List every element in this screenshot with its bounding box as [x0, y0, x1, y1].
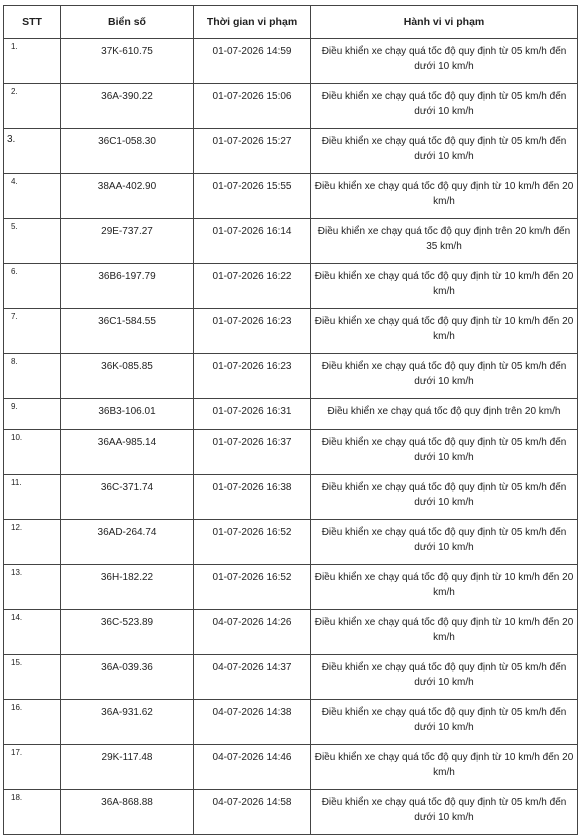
cell-time [194, 309, 311, 354]
header-violation: Hành vi vi phạm [311, 6, 578, 39]
header-stt: STT [4, 6, 61, 39]
cell-stt-text: 11. [11, 478, 22, 487]
table-row [4, 399, 578, 430]
cell-stt [4, 565, 61, 610]
cell-time-text: 01-07-2026 16:52 [212, 527, 292, 538]
header-time: Thời gian vi phạm [194, 6, 311, 39]
cell-time-text: 01-07-2026 16:31 [212, 406, 292, 417]
cell-stt [4, 84, 61, 129]
table-row [4, 354, 578, 399]
cell-plate-text: 36B3-106.01 [98, 406, 156, 417]
cell-plate [61, 174, 194, 219]
cell-stt-text: 7. [11, 312, 18, 321]
cell-time-text: 01-07-2026 16:14 [212, 226, 292, 237]
table-row [4, 700, 578, 745]
cell-stt-text: 15. [11, 658, 23, 667]
cell-time-text: 01-07-2026 16:22 [212, 271, 292, 282]
table-row [4, 745, 578, 790]
cell-plate [61, 84, 194, 129]
table-row [4, 174, 578, 219]
cell-time-text: 01-07-2026 15:55 [212, 181, 292, 192]
cell-plate [61, 655, 194, 700]
table-row [4, 39, 578, 84]
cell-time [194, 655, 311, 700]
cell-plate-text: 36A-390.22 [101, 91, 153, 102]
cell-time-text: 01-07-2026 16:37 [212, 437, 292, 448]
cell-plate [61, 399, 194, 430]
cell-plate-text: 36C1-584.55 [98, 316, 156, 327]
cell-time-text: 04-07-2026 14:58 [212, 797, 292, 808]
cell-stt-text: 4. [11, 177, 18, 186]
cell-plate-text: 29K-117.48 [101, 752, 153, 763]
table-row [4, 219, 578, 264]
cell-time [194, 610, 311, 655]
cell-time [194, 264, 311, 309]
cell-time [194, 475, 311, 520]
cell-plate [61, 790, 194, 835]
cell-stt [4, 399, 61, 430]
table-row [4, 655, 578, 700]
cell-violation [311, 399, 578, 430]
cell-plate [61, 39, 194, 84]
cell-plate [61, 610, 194, 655]
violations-table [3, 5, 578, 835]
cell-violation-text: Điều khiển xe chạy quá tốc độ quy định trên 20 km/h đến 35 km/h [317, 226, 571, 252]
cell-violation-text: Điều khiển xe chạy quá tốc độ quy định từ 10 km/h đến 20 km/h [314, 572, 574, 598]
cell-stt [4, 219, 61, 264]
cell-violation [311, 700, 578, 745]
cell-time-text: 01-07-2026 16:23 [212, 361, 292, 372]
cell-stt-text: 18. [11, 793, 23, 802]
table-row [4, 309, 578, 354]
cell-violation [311, 745, 578, 790]
cell-violation [311, 430, 578, 475]
cell-stt [4, 745, 61, 790]
cell-plate-text: 36C-523.89 [100, 617, 154, 628]
cell-violation [311, 174, 578, 219]
cell-stt-text: 16. [11, 703, 23, 712]
cell-plate-text: 37K-610.75 [101, 46, 153, 57]
cell-violation-text: Điều khiển xe chạy quá tốc độ quy định từ 10 km/h đến 20 km/h [314, 752, 574, 778]
cell-violation [311, 219, 578, 264]
cell-plate [61, 745, 194, 790]
cell-time-text: 01-07-2026 16:52 [212, 572, 292, 583]
cell-time [194, 430, 311, 475]
cell-time [194, 700, 311, 745]
table-row [4, 520, 578, 565]
cell-violation-text: Điều khiển xe chạy quá tốc độ quy định từ 05 km/h đến dưới 10 km/h [321, 136, 567, 162]
cell-stt [4, 264, 61, 309]
cell-plate-text: 36K-085.85 [101, 361, 153, 372]
cell-plate [61, 565, 194, 610]
cell-violation-text: Điều khiển xe chạy quá tốc độ quy định từ 05 km/h đến dưới 10 km/h [321, 707, 567, 733]
cell-plate-text: 36AD-264.74 [97, 527, 157, 538]
cell-time [194, 219, 311, 264]
table-row [4, 475, 578, 520]
cell-stt-text: 9. [11, 402, 18, 411]
cell-time-text: 01-07-2026 14:59 [212, 46, 292, 57]
cell-stt [4, 430, 61, 475]
cell-violation-text: Điều khiển xe chạy quá tốc độ quy định từ 10 km/h đến 20 km/h [314, 271, 574, 297]
cell-stt [4, 700, 61, 745]
cell-plate [61, 475, 194, 520]
cell-time [194, 520, 311, 565]
table-row [4, 610, 578, 655]
cell-violation-text: Điều khiển xe chạy quá tốc độ quy định từ 05 km/h đến dưới 10 km/h [321, 482, 567, 508]
cell-time [194, 354, 311, 399]
cell-violation [311, 309, 578, 354]
cell-plate [61, 430, 194, 475]
cell-time-text: 04-07-2026 14:46 [212, 752, 292, 763]
cell-plate-text: 36A-931.62 [101, 707, 153, 718]
cell-violation [311, 354, 578, 399]
table-header-row [4, 6, 578, 39]
cell-plate-text: 29E-737.27 [101, 226, 153, 237]
cell-stt [4, 309, 61, 354]
cell-stt [4, 790, 61, 835]
cell-plate-text: 36C-371.74 [100, 482, 154, 493]
cell-plate [61, 700, 194, 745]
table-row [4, 84, 578, 129]
cell-violation [311, 264, 578, 309]
cell-time-text: 01-07-2026 15:27 [212, 136, 292, 147]
cell-plate-text: 36A-039.36 [101, 662, 153, 673]
cell-stt-text: 14. [11, 613, 23, 622]
cell-violation [311, 84, 578, 129]
cell-time [194, 174, 311, 219]
cell-plate [61, 129, 194, 174]
cell-violation-text: Điều khiển xe chạy quá tốc độ quy định từ 10 km/h đến 20 km/h [314, 617, 574, 643]
cell-plate-text: 36AA-985.14 [97, 437, 157, 448]
cell-stt [4, 129, 61, 174]
cell-plate-text: 36A-868.88 [101, 797, 153, 808]
cell-violation [311, 39, 578, 84]
cell-stt [4, 475, 61, 520]
table-row [4, 790, 578, 835]
cell-violation [311, 655, 578, 700]
table-row [4, 129, 578, 174]
cell-violation-text: Điều khiển xe chạy quá tốc độ quy định từ 05 km/h đến dưới 10 km/h [321, 46, 567, 72]
cell-violation [311, 129, 578, 174]
cell-violation [311, 790, 578, 835]
cell-violation-text: Điều khiển xe chạy quá tốc độ quy định từ 05 km/h đến dưới 10 km/h [321, 662, 567, 688]
cell-stt [4, 39, 61, 84]
cell-time-text: 01-07-2026 15:06 [212, 91, 292, 102]
cell-violation-text: Điều khiển xe chạy quá tốc độ quy định từ 05 km/h đến dưới 10 km/h [321, 527, 567, 553]
cell-plate-text: 38AA-402.90 [97, 181, 157, 192]
cell-plate-text: 36C1-058.30 [98, 136, 156, 147]
cell-violation-text: Điều khiển xe chạy quá tốc độ quy định từ 10 km/h đến 20 km/h [314, 316, 574, 342]
cell-plate [61, 264, 194, 309]
cell-violation [311, 610, 578, 655]
cell-plate [61, 520, 194, 565]
cell-time-text: 01-07-2026 16:23 [212, 316, 292, 327]
cell-stt-text: 3. [7, 134, 16, 145]
cell-time [194, 84, 311, 129]
cell-violation [311, 520, 578, 565]
cell-time-text: 04-07-2026 14:26 [212, 617, 292, 628]
cell-stt-text: 6. [11, 267, 18, 276]
cell-stt-text: 1. [11, 42, 18, 51]
cell-plate [61, 219, 194, 264]
cell-stt-text: 13. [11, 568, 23, 577]
cell-violation [311, 475, 578, 520]
table-row [4, 565, 578, 610]
cell-time-text: 04-07-2026 14:37 [212, 662, 292, 673]
cell-stt-text: 2. [11, 87, 18, 96]
cell-stt-text: 8. [11, 357, 18, 366]
cell-violation-text: Điều khiển xe chạy quá tốc độ quy định từ 05 km/h đến dưới 10 km/h [321, 91, 567, 117]
cell-time [194, 745, 311, 790]
cell-stt-text: 5. [11, 222, 18, 231]
cell-stt-text: 12. [11, 523, 23, 532]
cell-stt [4, 610, 61, 655]
cell-time [194, 129, 311, 174]
cell-violation-text: Điều khiển xe chạy quá tốc độ quy định từ 05 km/h đến dưới 10 km/h [321, 361, 567, 387]
cell-time [194, 399, 311, 430]
cell-violation-text: Điều khiển xe chạy quá tốc độ quy định từ 05 km/h đến dưới 10 km/h [321, 437, 567, 463]
cell-time-text: 04-07-2026 14:38 [212, 707, 292, 718]
cell-violation-text: Điều khiển xe chạy quá tốc độ quy định từ 05 km/h đến dưới 10 km/h [321, 797, 567, 823]
cell-stt [4, 174, 61, 219]
table-row [4, 430, 578, 475]
cell-stt [4, 520, 61, 565]
cell-violation-text: Điều khiển xe chạy quá tốc độ quy định từ 10 km/h đến 20 km/h [314, 181, 574, 207]
cell-time [194, 565, 311, 610]
cell-violation-text: Điều khiển xe chạy quá tốc độ quy định trên 20 km/h [327, 406, 561, 417]
cell-time [194, 790, 311, 835]
cell-violation [311, 565, 578, 610]
cell-plate [61, 309, 194, 354]
cell-time-text: 01-07-2026 16:38 [212, 482, 292, 493]
cell-stt-text: 17. [11, 748, 23, 757]
cell-stt-text: 10. [11, 433, 23, 442]
cell-plate-text: 36H-182.22 [100, 572, 154, 583]
header-plate: Biển số [61, 6, 194, 39]
cell-stt [4, 655, 61, 700]
cell-time [194, 39, 311, 84]
cell-stt [4, 354, 61, 399]
cell-plate-text: 36B6-197.79 [98, 271, 156, 282]
cell-plate [61, 354, 194, 399]
table-row [4, 264, 578, 309]
